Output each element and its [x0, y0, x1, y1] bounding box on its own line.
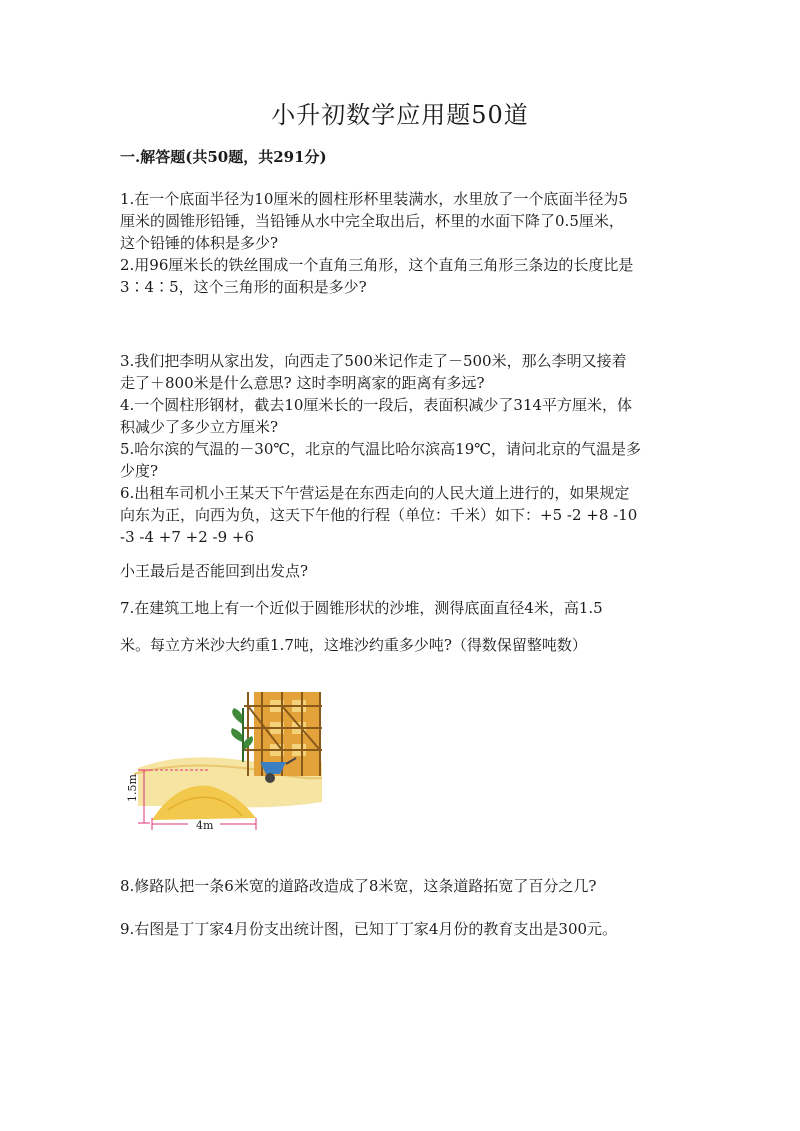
question-7-line-1: 7.在建筑工地上有一个近似于圆锥形状的沙堆，测得底面直径4米，高1.5	[120, 599, 603, 617]
question-2-line: 3∶4∶5，这个三角形的面积是多少?	[120, 278, 367, 296]
question-4-line: 4.一个圆柱形钢材，截去10厘米长的一段后，表面积减少了314平方厘米，体	[120, 396, 633, 414]
question-5	[120, 438, 685, 482]
question-6-line: 向东为正，向西为负，这天下午他的行程（单位：千米）如下：+5 -2 +8 -10	[120, 506, 638, 524]
question-1-line: 这个铅锤的体积是多少?	[120, 234, 279, 252]
question-9: 9.右图是丁丁家4月份支出统计图，已知丁丁家4月份的教育支出是300元。	[120, 920, 618, 938]
question-6-line: -3 -4 +7 +2 -9 +6	[120, 528, 255, 546]
page-title: 小升初数学应用题50道	[271, 101, 529, 129]
question-3	[120, 350, 685, 394]
sand-pile-figure	[120, 690, 330, 832]
question-3-line: 3.我们把李明从家出发，向西走了500米记作走了－500米，那么李明又接着	[120, 352, 627, 370]
section-heading: 一.解答题(共50题，共291分)	[120, 148, 327, 166]
question-4	[120, 394, 685, 438]
question-6-line: 6.出租车司机小王某天下午营运是在东西走向的人民大道上进行的，如果规定	[120, 484, 630, 502]
question-4-line: 积减少了多少立方厘米?	[120, 418, 279, 436]
question-7-line-2: 米。每立方米沙大约重1.7吨，这堆沙约重多少吨?（得数保留整吨数）	[120, 636, 587, 654]
height-label: 1.5m	[126, 774, 139, 802]
question-3-line: 走了＋800米是什么意思? 这时李明离家的距离有多远?	[120, 374, 485, 392]
question-2	[120, 254, 685, 298]
question-6-followup: 小王最后是否能回到出发点?	[120, 562, 309, 580]
question-2-line: 2.用96厘米长的铁丝围成一个直角三角形，这个直角三角形三条边的长度比是	[120, 256, 634, 274]
question-1	[120, 188, 685, 254]
question-1-line: 1.在一个底面半径为10厘米的圆柱形杯里装满水，水里放了一个底面半径为5	[120, 190, 628, 208]
question-8: 8.修路队把一条6米宽的道路改造成了8米宽，这条道路拓宽了百分之几?	[120, 877, 597, 895]
sand-pile-illustration	[120, 690, 330, 832]
width-label: 4m	[196, 819, 214, 832]
question-5-line: 5.哈尔滨的气温的－30℃，北京的气温比哈尔滨高19℃，请问北京的气温是多	[120, 440, 642, 458]
question-6	[120, 482, 685, 548]
question-1-line: 厘米的圆锥形铅锤，当铅锤从水中完全取出后，杯里的水面下降了0.5厘米，	[120, 212, 624, 230]
question-5-line: 少度?	[120, 462, 159, 480]
